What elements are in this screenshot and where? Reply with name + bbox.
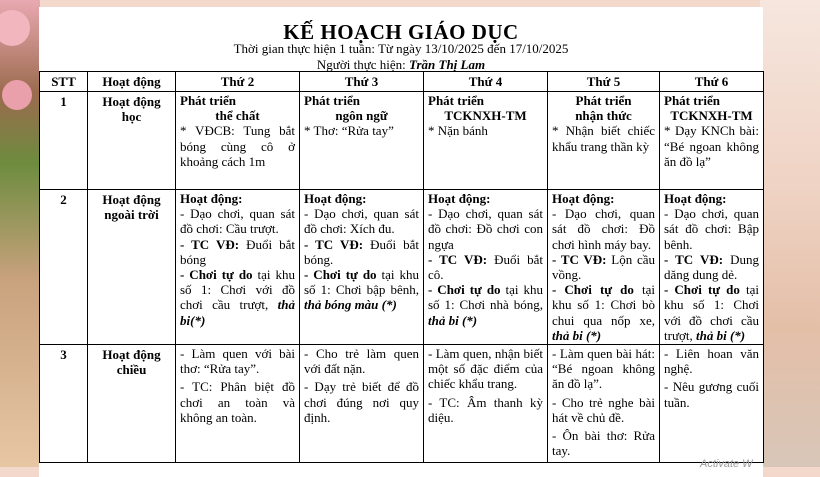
thursday-cell xyxy=(548,92,660,190)
free-play-label: - Chơi tự do xyxy=(304,267,377,283)
cell-heading: TCKNXH-TM xyxy=(444,108,527,124)
thursday-cell xyxy=(548,190,660,345)
cell-text: - Làm quen bài hát: “Bé ngoan không ăn đồ lạ”. xyxy=(552,346,655,392)
free-play-label: - Chơi tự do xyxy=(552,282,634,298)
free-play-text: tại khu số 1: Chơi nhà bóng, xyxy=(428,282,543,313)
game-label: - TC VĐ: xyxy=(552,251,607,267)
game-text: Dung dăng dung dẻ. xyxy=(664,251,759,283)
free-play-text: tại khu số 1: Chơi bập bênh, xyxy=(304,267,419,298)
cell-text: * Dạy KNCh bài: “Bé ngoan không ăn đồ lạ” xyxy=(664,123,759,169)
background-right xyxy=(760,0,820,467)
cell-text: - Cho trẻ nghe bài hát về chủ đề. xyxy=(552,394,655,425)
cell-heading: Phát triển xyxy=(180,93,236,108)
table-row xyxy=(40,190,764,345)
wednesday-cell xyxy=(424,92,548,190)
tuesday-cell xyxy=(300,345,424,463)
table-row xyxy=(40,92,764,190)
cell-text: - Dạy trẻ biết để đồ chơi đúng nơi quy định. xyxy=(304,379,419,425)
cell-heading: Phát triển xyxy=(428,93,484,108)
game-text: Đuổi bắt cô. xyxy=(428,251,543,283)
cell-text: - TC: Âm thanh kỳ diệu. xyxy=(428,394,543,425)
cell-text: - Làm quen, nhận biết một số đặc điểm của chiếc khẩu trang. xyxy=(428,346,543,392)
monday-cell xyxy=(176,190,300,345)
cell-text: * Thơ: “Rửa tay” xyxy=(304,123,394,139)
cell-heading: Hoạt động: xyxy=(180,191,243,206)
game-text: Lộn cầu vồng. xyxy=(552,251,656,283)
wednesday-cell xyxy=(424,190,548,345)
friday-cell xyxy=(660,190,764,345)
row-number: 3 xyxy=(40,345,88,463)
cell-heading: TCKNXH-TM xyxy=(670,108,753,124)
cell-text: * Nặn bánh xyxy=(428,123,488,139)
activity-name-line: Hoạt động xyxy=(102,347,161,363)
row-number: 2 xyxy=(40,190,88,345)
cell-text xyxy=(552,252,655,282)
free-play-text: tại khu số 1: Chơi bò chui qua nốp xe, xyxy=(552,282,655,328)
friday-cell xyxy=(660,345,764,463)
document-subtitle: Thời gian thực hiện 1 tuần: Từ ngày 13/10/2025 đến 17/10/2025 xyxy=(233,41,569,56)
game-text: Đuổi bắt bóng xyxy=(180,236,295,267)
activity-name-line: ngoài trời xyxy=(104,207,159,223)
activity-name-line: chiều xyxy=(116,362,147,378)
row-number: 1 xyxy=(40,92,88,190)
free-play-end: thả bi (*) xyxy=(695,327,746,343)
cell-text: - Dạo chơi, quan sát đồ chơi: Cầu trượt. xyxy=(180,206,295,237)
cell-text xyxy=(180,267,295,328)
monday-cell xyxy=(176,92,300,190)
cell-text: - Dạo chơi, quan sát đồ chơi: Đồ chơi hình máy bay. xyxy=(552,206,655,252)
activity-name xyxy=(88,92,176,190)
cell-heading: Phát triển xyxy=(304,93,360,108)
cell-text: - Nêu gương cuối tuần. xyxy=(664,379,759,410)
wednesday-cell xyxy=(424,345,548,463)
cell-text: - TC: Phân biệt đồ chơi an toàn và không an toàn. xyxy=(180,379,295,425)
cell-text xyxy=(664,282,759,343)
table-header-row xyxy=(40,72,764,92)
performer-name: Trần Thị Lam xyxy=(409,57,486,72)
cell-heading: Phát triển xyxy=(575,93,632,108)
cell-text: * Nhận biết chiếc khẩu trang thần kỳ xyxy=(552,123,655,154)
game-label: - TC VĐ: xyxy=(428,251,488,267)
table-row xyxy=(40,345,764,463)
header-friday: Thứ 6 xyxy=(660,72,764,92)
cell-heading: Hoạt động: xyxy=(552,191,615,206)
education-plan-table xyxy=(39,71,764,463)
game-text: Đuổi bắt bóng. xyxy=(304,236,419,267)
activity-name-line: học xyxy=(121,109,142,125)
free-play-end: thả bi (*) xyxy=(552,327,602,343)
background-left-flowers xyxy=(0,0,40,467)
game-label: - TC VĐ: xyxy=(304,236,364,252)
free-play-end: thả bi(*) xyxy=(180,297,295,328)
cell-heading: ngôn ngữ xyxy=(335,108,388,124)
cell-text xyxy=(552,282,655,343)
free-play-label: - Chơi tự do xyxy=(180,267,253,283)
cell-text xyxy=(428,252,543,282)
cell-text: - Dạo chơi, quan sát đồ chơi: Đồ chơi con ngựa xyxy=(428,206,543,252)
header-tuesday: Thứ 3 xyxy=(300,72,424,92)
free-play-text: tại khu số 1: Chơi với đồ chơi cầu trượt, xyxy=(664,282,759,343)
cell-text xyxy=(664,252,759,282)
monday-cell xyxy=(176,345,300,463)
activity-name xyxy=(88,190,176,345)
cell-heading: nhận thức xyxy=(575,108,632,124)
tuesday-cell xyxy=(300,190,424,345)
cell-text: - Cho trẻ làm quen với đất nặn. xyxy=(304,346,419,377)
cell-heading: Phát triển xyxy=(664,93,720,108)
cell-text: - Làm quen với bài thơ: “Rửa tay”. xyxy=(180,346,295,377)
header-activity: Hoạt động xyxy=(88,72,176,92)
free-play-label: - Chơi tự do xyxy=(664,282,740,298)
header-stt: STT xyxy=(40,72,88,92)
cell-text xyxy=(304,267,419,313)
activity-name-line: Hoạt động xyxy=(102,94,161,109)
cell-text xyxy=(304,237,419,267)
game-label: - TC VĐ: xyxy=(180,236,240,252)
activity-name xyxy=(88,345,176,463)
activation-watermark: Activate W xyxy=(700,458,753,470)
pink-flower-decoration xyxy=(2,80,32,110)
free-play-text: tại khu số 1: Chơi với đồ chơi cầu trượt, xyxy=(180,267,295,313)
document-sheet xyxy=(39,7,763,477)
header-wednesday: Thứ 4 xyxy=(424,72,548,92)
performer-label: Người thực hiện: xyxy=(316,57,406,72)
header-thursday: Thứ 5 xyxy=(548,72,660,92)
document-title: KẾ HOẠCH GIÁO DỤC xyxy=(283,20,519,44)
free-play-end: thả bóng màu (*) xyxy=(304,297,397,313)
game-label: - TC VĐ: xyxy=(664,251,724,267)
cell-text: - Dạo chơi, quan sát đồ chơi: Xích đu. xyxy=(304,206,419,237)
cell-heading: Hoạt động: xyxy=(304,191,367,206)
activity-name-line: Hoạt động xyxy=(102,192,161,207)
free-play-label: - Chơi tự do xyxy=(428,282,501,298)
header-monday: Thứ 2 xyxy=(176,72,300,92)
thursday-cell xyxy=(548,345,660,463)
cell-text xyxy=(180,237,295,267)
cell-heading: Hoạt động: xyxy=(428,191,491,206)
cell-text: - Dạo chơi, quan sát đồ chơi: Bập bênh. xyxy=(664,206,759,252)
cell-text: * VĐCB: Tung bắt bóng cùng cô ở khoảng cách 1m xyxy=(180,123,295,169)
cell-heading: Hoạt động: xyxy=(664,191,727,206)
tuesday-cell xyxy=(300,92,424,190)
cell-text: - Liên hoan văn nghệ. xyxy=(664,346,759,377)
cell-text: - Ôn bài thơ: Rửa tay. xyxy=(552,428,655,459)
friday-cell xyxy=(660,92,764,190)
cell-heading: thể chất xyxy=(215,108,260,124)
cell-text xyxy=(428,282,543,328)
free-play-end: thả bi (*) xyxy=(428,312,478,328)
